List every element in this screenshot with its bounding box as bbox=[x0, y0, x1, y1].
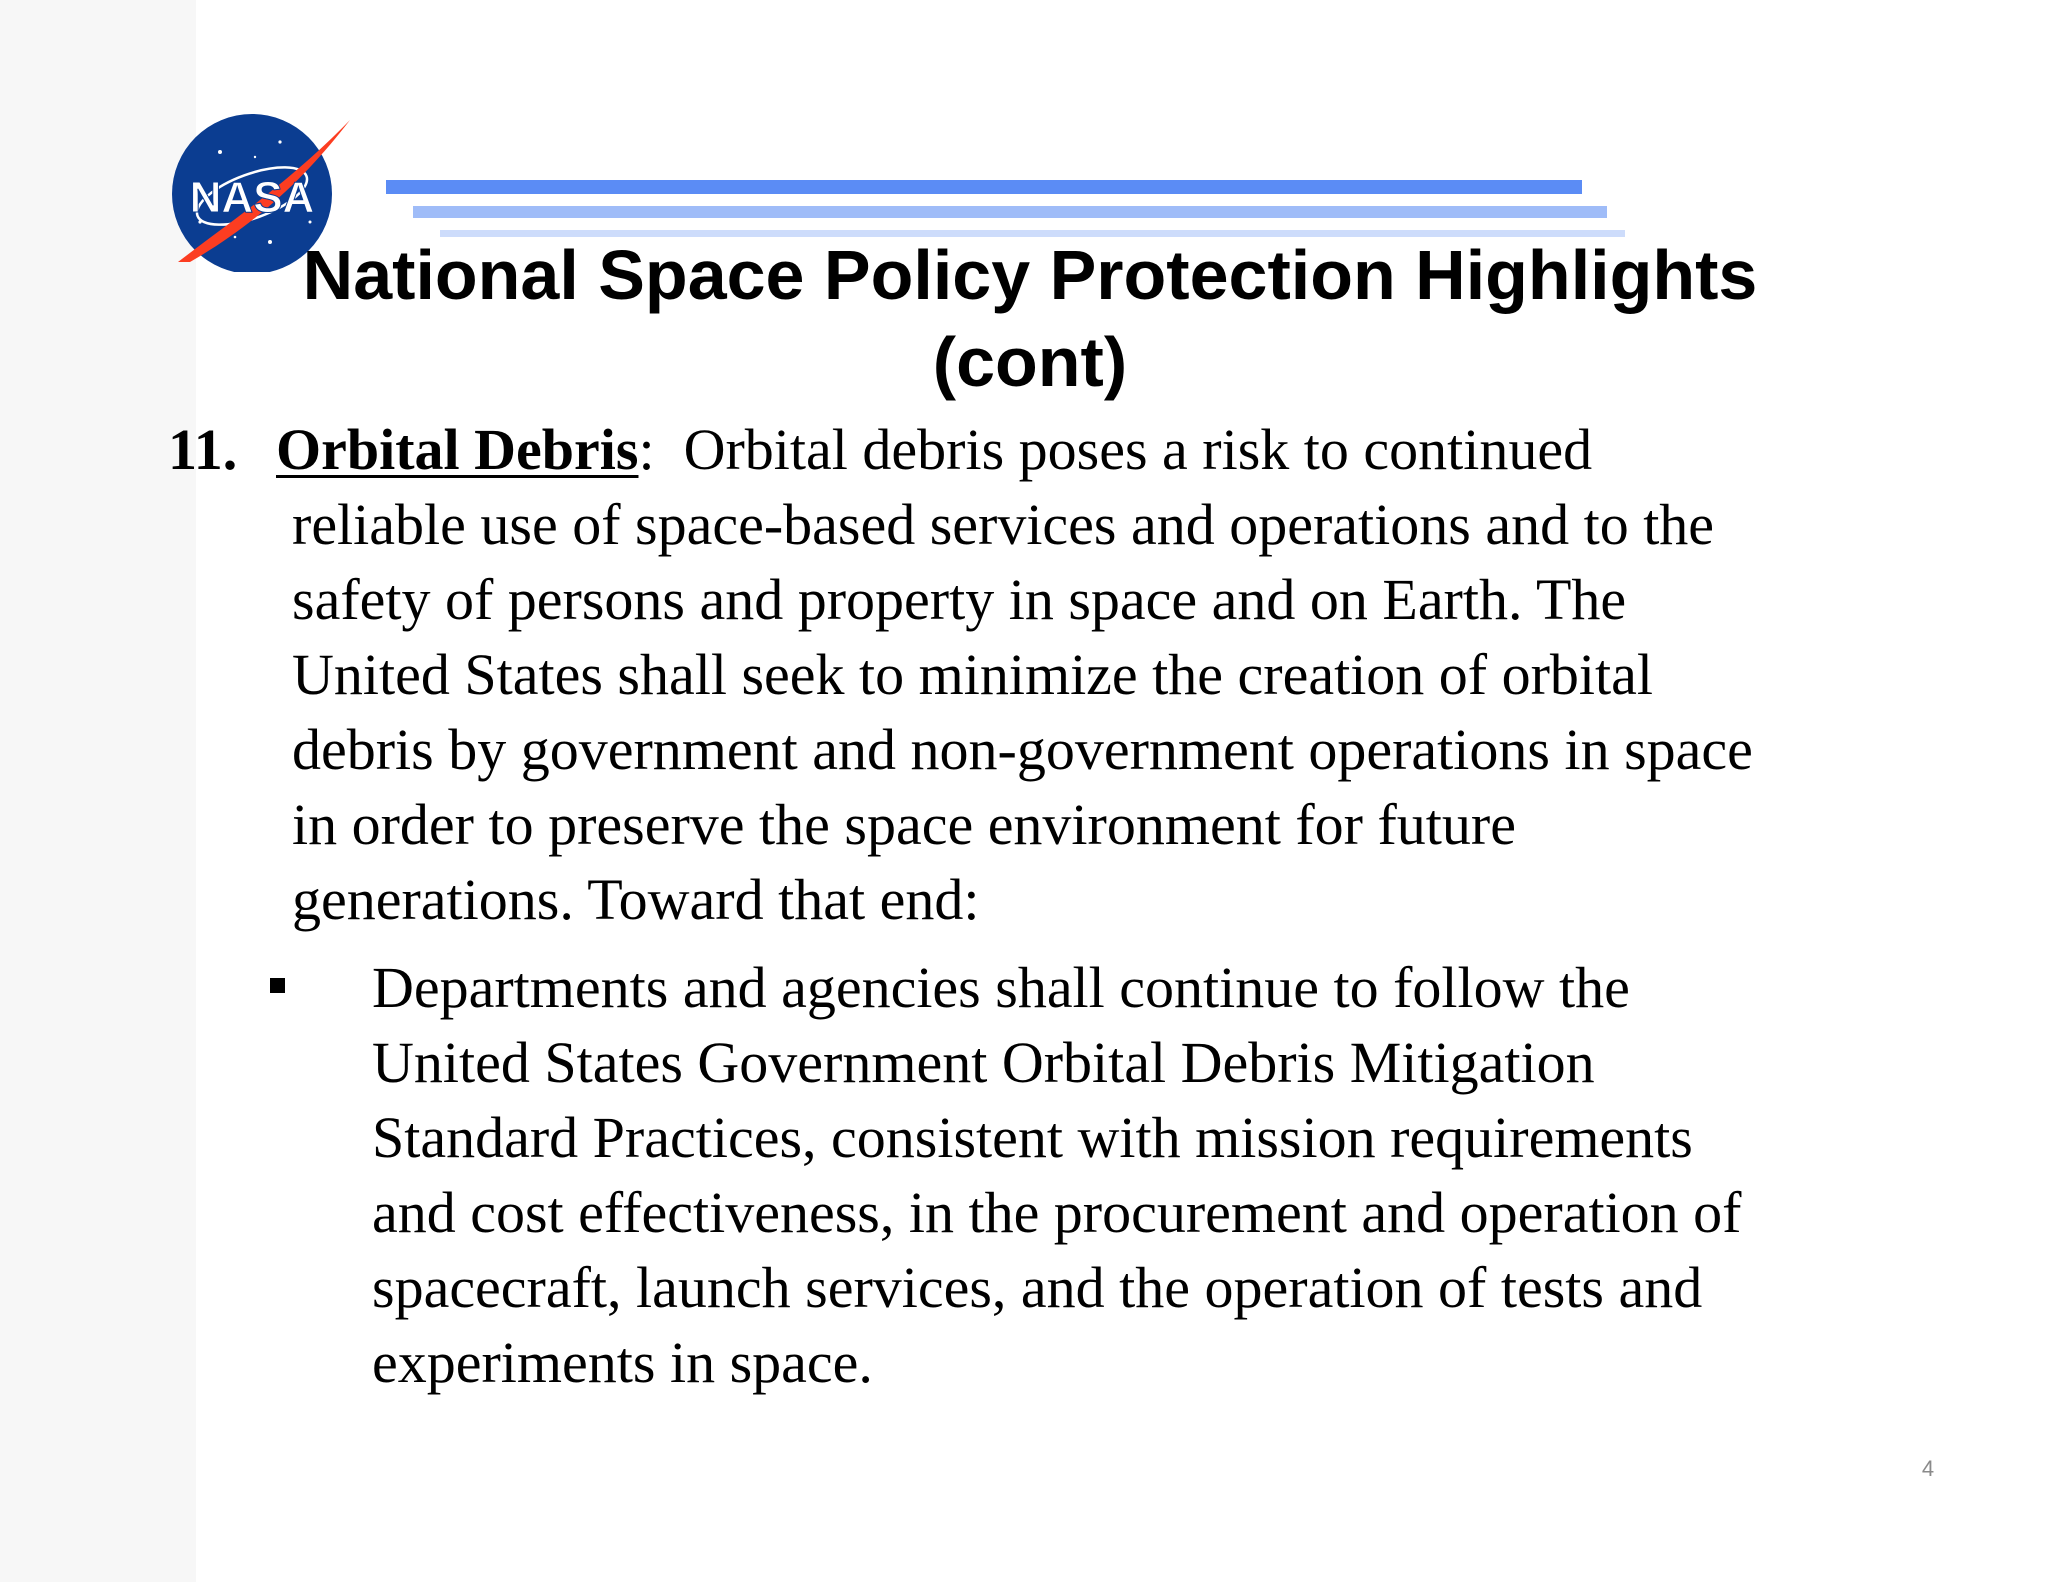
slide-title bbox=[200, 232, 1860, 406]
bullet-line: United States Government Orbital Debris Mitigation bbox=[372, 1030, 1595, 1095]
item-line: reliable use of space-based services and operations and to the bbox=[292, 492, 1715, 557]
item-heading: Orbital Debris bbox=[276, 417, 639, 482]
bullet-text bbox=[372, 950, 1872, 1400]
item-first-line bbox=[168, 412, 1888, 487]
item-number: 11. bbox=[168, 417, 238, 482]
item-line: in order to preserve the space environment for future bbox=[292, 792, 1516, 857]
item-line: United States shall seek to minimize the creation of orbital bbox=[292, 642, 1654, 707]
header-rule-top bbox=[386, 180, 1582, 194]
bullet-line: spacecraft, launch services, and the operation of tests and bbox=[372, 1255, 1703, 1320]
bullet-line: experiments in space. bbox=[372, 1330, 873, 1395]
nasa-logo-text: NASA bbox=[189, 173, 315, 222]
item-first-line-text: Orbital debris poses a risk to continued bbox=[683, 417, 1593, 482]
item-line: debris by government and non-government operations in space bbox=[292, 717, 1753, 782]
square-bullet-icon bbox=[270, 978, 285, 993]
bullet-line: and cost effectiveness, in the procurement and operation of bbox=[372, 1180, 1742, 1245]
slide-title-line-1: National Space Policy Protection Highlights bbox=[302, 236, 1758, 314]
item-separator: : bbox=[638, 417, 655, 482]
bullet-line: Departments and agencies shall continue to follow the bbox=[372, 955, 1630, 1020]
page-number: 4 bbox=[1921, 1456, 1935, 1481]
slide-title-line-2: (cont) bbox=[932, 323, 1128, 401]
item-line: safety of persons and property in space and on Earth. The bbox=[292, 567, 1627, 632]
item-text bbox=[168, 412, 1888, 937]
header-rule-middle bbox=[413, 206, 1607, 218]
bullet-line: Standard Practices, consistent with mission requirements bbox=[372, 1105, 1693, 1170]
item-line: generations. Toward that end: bbox=[292, 867, 980, 932]
